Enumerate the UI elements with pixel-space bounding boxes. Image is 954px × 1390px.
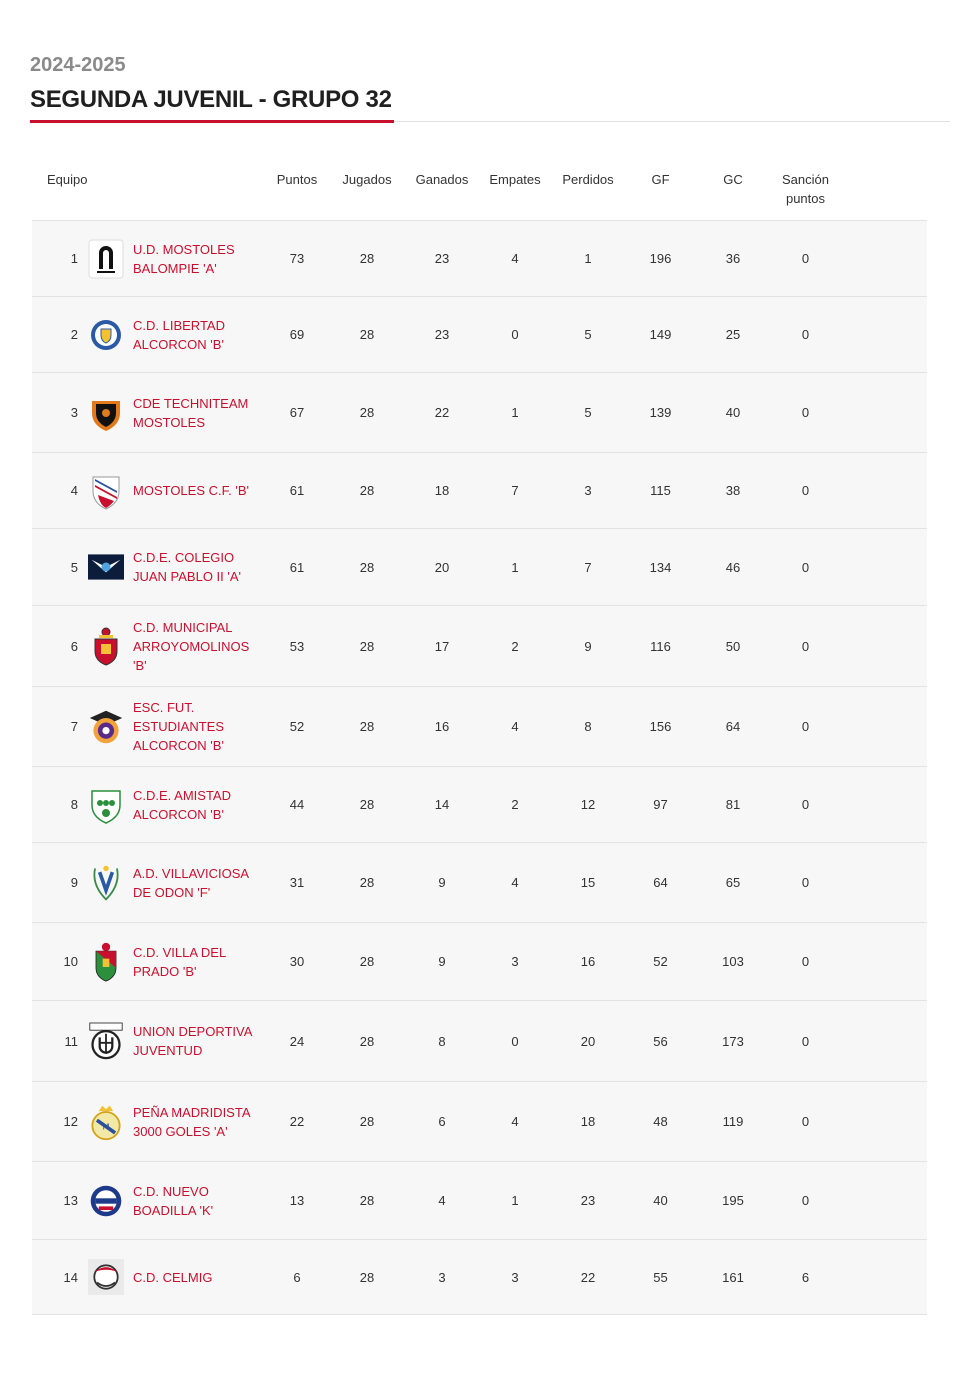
- team-name-link[interactable]: C.D. NUEVO BOADILLA 'K': [133, 1183, 214, 1218]
- points-cell: 73: [289, 251, 305, 266]
- position-cell: 13: [63, 1193, 78, 1208]
- sanction-cell: 0: [801, 875, 810, 890]
- drawn-cell: 4: [511, 875, 519, 890]
- juventud-crest[interactable]: [78, 1001, 133, 1082]
- table-row: [32, 1162, 927, 1240]
- sanction-cell: 0: [801, 327, 810, 342]
- juan-pablo-crest[interactable]: [78, 529, 133, 606]
- page-header: [30, 52, 950, 116]
- lost-cell: 23: [580, 1193, 596, 1208]
- lost-cell: 18: [580, 1114, 596, 1129]
- pena-madridista-crest[interactable]: [78, 1082, 133, 1162]
- team-cell[interactable]: [133, 1240, 267, 1315]
- lost-cell: 20: [580, 1033, 596, 1049]
- col-header-gc: GC: [698, 160, 768, 221]
- drawn-cell: 0: [511, 1033, 519, 1049]
- row-spacer: [843, 221, 927, 297]
- team-cell[interactable]: [133, 1001, 267, 1082]
- won-cell: 8: [438, 1033, 446, 1049]
- lost-cell: 16: [580, 954, 596, 969]
- team-cell[interactable]: [133, 767, 267, 843]
- team-name-link[interactable]: ESC. FUT. ESTUDIANTES ALCORCON 'B': [133, 700, 225, 753]
- team-name-link[interactable]: MOSTOLES C.F. 'B': [133, 483, 249, 498]
- position-cell: 1: [70, 251, 78, 266]
- gf-cell: 196: [649, 251, 672, 266]
- team-name-link[interactable]: C.D.E. AMISTAD ALCORCON 'B': [133, 787, 231, 822]
- played-cell: 28: [359, 559, 375, 575]
- nuevo-boadilla-crest[interactable]: [78, 1162, 133, 1240]
- played-cell: 28: [359, 719, 375, 734]
- sanction-cell: 6: [801, 1269, 810, 1285]
- table-row: [32, 529, 927, 606]
- team-crest-icon: [88, 315, 124, 355]
- gf-cell: 56: [653, 1033, 668, 1049]
- drawn-cell: 1: [511, 1193, 519, 1208]
- sanction-cell: 0: [801, 797, 810, 812]
- sanction-cell: 0: [801, 1114, 810, 1129]
- team-crest-icon: [88, 863, 124, 903]
- lost-cell: 22: [580, 1269, 596, 1285]
- points-cell: 30: [289, 954, 305, 969]
- team-name-link[interactable]: C.D. LIBERTAD ALCORCON 'B': [133, 317, 225, 352]
- gc-cell: 65: [725, 875, 741, 890]
- position-cell: 7: [70, 719, 78, 734]
- team-name-link[interactable]: UNION DEPORTIVA JUVENTUD: [133, 1024, 252, 1058]
- col-header-lost: Perdidos: [553, 160, 623, 221]
- won-cell: 22: [434, 405, 450, 420]
- won-cell: 23: [434, 327, 450, 342]
- gc-cell: 173: [722, 1033, 744, 1049]
- gf-cell: 115: [650, 483, 671, 498]
- row-spacer: [843, 1082, 927, 1162]
- team-crest-icon: [88, 626, 124, 666]
- gc-cell: 25: [725, 327, 741, 342]
- team-cell[interactable]: [133, 606, 267, 687]
- team-crest-icon: [88, 239, 124, 279]
- team-cell[interactable]: [133, 221, 267, 297]
- won-cell: 16: [434, 719, 450, 734]
- team-crest-icon: [88, 785, 124, 825]
- lost-cell: 5: [584, 327, 592, 342]
- techniteam-crest[interactable]: [78, 373, 133, 453]
- played-cell: 28: [359, 405, 375, 420]
- points-cell: 31: [289, 875, 305, 890]
- estudiantes-crest[interactable]: [78, 687, 133, 767]
- table-row: [32, 606, 927, 687]
- position-cell: 2: [70, 327, 78, 342]
- played-cell: 28: [359, 875, 375, 890]
- drawn-cell: 7: [511, 483, 519, 498]
- table-row: [32, 843, 927, 923]
- position-cell: 14: [63, 1269, 78, 1285]
- gf-cell: 149: [649, 327, 672, 342]
- villaviciosa-crest[interactable]: [78, 843, 133, 923]
- position-cell: 6: [70, 638, 78, 654]
- table-row: [32, 1240, 927, 1315]
- won-cell: 18: [434, 483, 450, 498]
- lost-cell: 15: [580, 875, 596, 890]
- gc-cell: 81: [725, 797, 741, 812]
- won-cell: 6: [438, 1114, 446, 1129]
- points-cell: 53: [289, 638, 305, 654]
- gc-cell: 46: [725, 559, 741, 575]
- row-spacer: [843, 1001, 927, 1082]
- drawn-cell: 0: [511, 327, 519, 342]
- lost-cell: 1: [584, 251, 592, 266]
- gf-cell: 116: [650, 638, 671, 654]
- table-header-row: [32, 160, 927, 221]
- played-cell: 28: [359, 1269, 375, 1285]
- sanction-cell: 0: [801, 954, 810, 969]
- drawn-cell: 4: [511, 1114, 519, 1129]
- svg-text:M: M: [101, 1120, 110, 1131]
- lost-cell: 7: [584, 559, 592, 575]
- team-name-link[interactable]: C.D. VILLA DEL PRADO 'B': [133, 944, 226, 979]
- team-cell[interactable]: [133, 843, 267, 923]
- team-crest-icon: [88, 707, 124, 747]
- position-cell: 11: [64, 1033, 78, 1049]
- col-header-points: Puntos: [267, 160, 327, 221]
- team-name-link[interactable]: C.D. MUNICIPAL ARROYOMOLINOS 'B': [133, 619, 250, 673]
- team-cell[interactable]: [133, 373, 267, 453]
- col-header-drawn: Empates: [477, 160, 553, 221]
- team-name-link[interactable]: CDE TECHNITEAM MOSTOLES: [133, 395, 249, 430]
- drawn-cell: 4: [511, 251, 519, 266]
- team-cell[interactable]: [133, 1162, 267, 1240]
- table-row: [32, 221, 927, 297]
- won-cell: 20: [434, 559, 450, 575]
- played-cell: 28: [359, 251, 375, 266]
- team-crest-icon: [88, 393, 124, 433]
- team-crest-icon: [88, 1021, 124, 1061]
- col-header-gf: GF: [623, 160, 698, 221]
- row-spacer: [843, 1162, 927, 1240]
- table-row: [32, 297, 927, 373]
- title-underline: [30, 120, 394, 123]
- points-cell: 22: [289, 1114, 305, 1129]
- lost-cell: 9: [584, 638, 592, 654]
- team-crest-icon: [88, 471, 124, 511]
- points-cell: 52: [289, 719, 305, 734]
- team-cell[interactable]: [133, 1082, 267, 1162]
- col-header-spacer: [843, 160, 927, 221]
- libertad-alcorcon-crest[interactable]: [78, 297, 133, 373]
- team-cell[interactable]: [133, 297, 267, 373]
- team-name-link[interactable]: C.D. CELMIG: [133, 1269, 213, 1285]
- table-row: [32, 923, 927, 1001]
- team-cell[interactable]: [133, 529, 267, 606]
- sanction-cell: 0: [801, 405, 810, 420]
- table-row: [32, 453, 927, 529]
- mostoles-cf-crest[interactable]: [78, 453, 133, 529]
- played-cell: 28: [359, 797, 375, 812]
- won-cell: 14: [434, 797, 450, 812]
- position-cell: 10: [63, 954, 78, 969]
- gf-cell: 64: [653, 875, 668, 890]
- points-cell: 61: [289, 559, 305, 575]
- gc-cell: 38: [725, 483, 741, 498]
- position-cell: 9: [70, 875, 78, 890]
- gc-cell: 50: [725, 638, 741, 654]
- lost-cell: 8: [584, 719, 592, 734]
- gf-cell: 48: [653, 1114, 668, 1129]
- arroyomolinos-crest[interactable]: [78, 606, 133, 687]
- row-spacer: [843, 843, 927, 923]
- points-cell: 69: [289, 327, 305, 342]
- gf-cell: 156: [649, 719, 672, 734]
- points-cell: 67: [289, 405, 305, 420]
- gc-cell: 64: [725, 719, 741, 734]
- team-cell[interactable]: [133, 923, 267, 1001]
- drawn-cell: 2: [511, 797, 519, 812]
- position-cell: 5: [70, 559, 78, 575]
- mostoles-balompie-crest[interactable]: [78, 221, 133, 297]
- drawn-cell: 4: [511, 719, 519, 734]
- col-header-sanction: [768, 160, 843, 221]
- amistad-crest[interactable]: [78, 767, 133, 843]
- row-spacer: [843, 767, 927, 843]
- table-row: [32, 373, 927, 453]
- played-cell: 28: [359, 1193, 375, 1208]
- row-spacer: [843, 453, 927, 529]
- row-spacer: [843, 606, 927, 687]
- col-header-sanction-text: Sanción puntos: [782, 172, 829, 206]
- won-cell: 17: [434, 638, 450, 654]
- row-spacer: [843, 297, 927, 373]
- gc-cell: 40: [725, 405, 741, 420]
- played-cell: 28: [359, 1114, 375, 1129]
- row-spacer: [843, 373, 927, 453]
- row-spacer: [843, 687, 927, 767]
- sanction-cell: 0: [801, 638, 810, 654]
- col-header-won: Ganados: [407, 160, 477, 221]
- drawn-cell: 3: [511, 1269, 519, 1285]
- drawn-cell: 3: [511, 954, 519, 969]
- celmig-crest[interactable]: [78, 1240, 133, 1315]
- villa-del-prado-crest[interactable]: [78, 923, 133, 1001]
- team-crest-icon: [88, 1257, 124, 1297]
- played-cell: 28: [359, 327, 375, 342]
- position-cell: 12: [63, 1114, 78, 1129]
- position-cell: 3: [70, 405, 78, 420]
- col-header-team: Equipo: [32, 160, 267, 221]
- sanction-cell: 0: [801, 559, 810, 575]
- points-cell: 61: [289, 483, 305, 498]
- title-divider: [394, 121, 950, 122]
- table-row: [32, 687, 927, 767]
- drawn-cell: 1: [511, 559, 519, 575]
- team-cell[interactable]: [133, 687, 267, 767]
- gc-cell: 161: [722, 1269, 744, 1285]
- played-cell: 28: [359, 954, 375, 969]
- played-cell: 28: [359, 1033, 375, 1049]
- played-cell: 28: [359, 483, 375, 498]
- points-cell: 24: [289, 1033, 305, 1049]
- gf-cell: 40: [653, 1193, 668, 1208]
- team-name-link[interactable]: A.D. VILLAVICIOSA DE ODON 'F': [133, 865, 249, 900]
- gc-cell: 195: [722, 1193, 744, 1208]
- season-label: 2024-2025: [30, 54, 126, 76]
- team-name-link[interactable]: C.D.E. COLEGIO JUAN PABLO II 'A': [133, 550, 242, 584]
- points-cell: 6: [293, 1269, 301, 1285]
- gc-cell: 103: [722, 954, 744, 969]
- gc-cell: 36: [725, 251, 741, 266]
- drawn-cell: 1: [511, 405, 519, 420]
- table-row: [32, 1082, 927, 1162]
- row-spacer: [843, 529, 927, 606]
- won-cell: 4: [438, 1193, 446, 1208]
- lost-cell: 5: [584, 405, 592, 420]
- team-crest-icon: [88, 547, 124, 587]
- sanction-cell: 0: [801, 1193, 810, 1208]
- gc-cell: 119: [722, 1114, 744, 1129]
- sanction-cell: 0: [801, 251, 810, 266]
- team-cell[interactable]: [133, 453, 267, 529]
- sanction-cell: 0: [801, 1033, 810, 1049]
- team-crest-icon: [88, 1102, 124, 1142]
- table-row: [32, 767, 927, 843]
- points-cell: 13: [289, 1193, 305, 1208]
- team-name-link[interactable]: U.D. MOSTOLES BALOMPIE 'A': [133, 241, 235, 276]
- row-spacer: [843, 923, 927, 1001]
- gf-cell: 139: [649, 405, 672, 420]
- sanction-cell: 0: [801, 719, 810, 734]
- won-cell: 9: [438, 875, 446, 890]
- position-cell: 4: [70, 483, 78, 498]
- team-crest-icon: [88, 1181, 124, 1221]
- standings-table: [32, 160, 927, 1315]
- sanction-cell: 0: [801, 483, 810, 498]
- row-spacer: [843, 1240, 927, 1315]
- gf-cell: 55: [653, 1269, 668, 1285]
- team-crest-icon: [88, 942, 124, 982]
- team-name-link[interactable]: PEÑA MADRIDISTA 3000 GOLES 'A': [133, 1104, 250, 1139]
- points-cell: 44: [289, 797, 305, 812]
- gf-cell: 134: [649, 559, 672, 575]
- won-cell: 3: [438, 1269, 446, 1285]
- page-title: SEGUNDA JUVENIL - GRUPO 32: [30, 86, 392, 113]
- won-cell: 23: [434, 251, 450, 266]
- position-cell: 8: [70, 797, 78, 812]
- won-cell: 9: [438, 954, 446, 969]
- drawn-cell: 2: [511, 638, 519, 654]
- gf-cell: 52: [653, 954, 668, 969]
- lost-cell: 12: [580, 797, 596, 812]
- gf-cell: 97: [653, 797, 668, 812]
- lost-cell: 3: [584, 483, 592, 498]
- col-header-played: Jugados: [327, 160, 407, 221]
- table-row: [32, 1001, 927, 1082]
- played-cell: 28: [359, 638, 375, 654]
